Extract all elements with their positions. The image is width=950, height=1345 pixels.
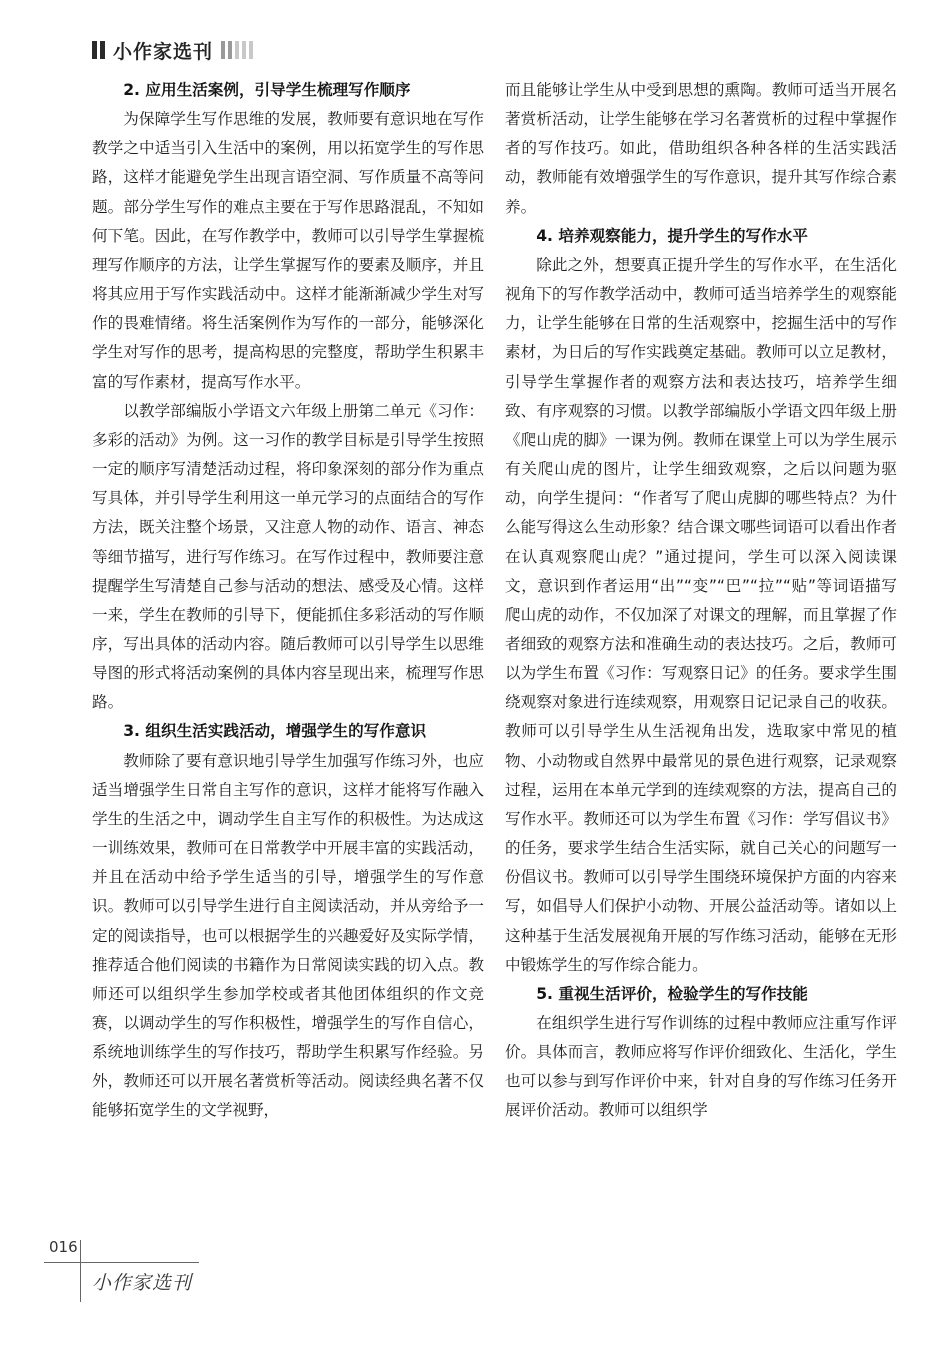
body-paragraph: 而且能够让学生从中受到思想的熏陶。教师可适当开展名著赏析活动，让学生能够在学习名著赏析的过程中掌握作者的写作技巧。如此，借助组织各种各样的生活实践活动，教师能有效增强学生的写作意识，提升其写作综合素养。 xyxy=(505,81,897,216)
body-paragraph: 教师除了要有意识地引导学生加强写作练习外，也应适当增强学生日常自主写作的意识，这样才能将写作融入学生的生活之中，调动学生自主写作的积极性。为达成这一训练效果，教师可在日常教学中开展丰富的实践活动，并且在活动中给予学生适当的引导，增强学生的写作意识。教师可以引导学生进行自主阅读活动，并从旁给予一定的阅读指导，也可以根据学生的兴趣爱好及实际学情，推荐适合他们阅读的书籍作为日常阅读实践的切入点。教师还可以组织学生参加学校或者其他团体组织的作文竞赛，以调动学生的写作积极性，增强学生的写作自信心，系统地训练学生的写作技巧，帮助学生积累写作经验。另外，教师还可以开展名著赏析等活动。阅读经典名著不仅能够拓宽学生的文学视野， xyxy=(92,751,484,1120)
footer-rule-vertical xyxy=(80,1240,81,1302)
header-bars-icon xyxy=(92,41,105,59)
header-gradient-bars-icon xyxy=(221,41,253,59)
section-heading: 3. 组织生活实践活动，增强学生的写作意识 xyxy=(123,722,427,741)
footer-rule-horizontal xyxy=(44,1262,199,1263)
body-paragraph: 为保障学生写作思维的发展，教师要有意识地在写作教学之中适当引入生活中的案例，用以拓宽学生的写作思路，这样才能避免学生出现言语空洞、写作质量不高等问题。部分学生写作的难点主要在于写作思路混乱，不知如何下笔。因此，在写作教学中，教师可以引导学生掌握梳理写作顺序的方法，让学生掌握写作的要素及顺序，并且将其应用于写作实践活动中。这样才能渐渐减少学生对写作的畏难情绪。将生活案例作为写作的一部分，能够深化学生对写作的思考，提高构思的完整度，帮助学生积累丰富的写作素材，提高写作水平。 xyxy=(92,110,484,391)
right-column xyxy=(505,76,897,1126)
section-heading: 5. 重视生活评价，检验学生的写作技能 xyxy=(536,984,808,1003)
running-header xyxy=(92,36,253,64)
body-paragraph: 除此之外，想要真正提升学生的写作水平，在生活化视角下的写作教学活动中，教师可适当培养学生的观察能力，让学生能够在日常的生活观察中，挖掘生活中的写作素材，为日后的写作实践奠定基础。教师可以立足教材，引导学生掌握作者的观察方法和表达技巧，培养学生细致、有序观察的习惯。以教学部编版小学语文四年级上册《爬山虎的脚》一课为例。教师在课堂上可以为学生展示有关爬山虎的图片，让学生细致观察，之后以问题为驱动，向学生提问：“作者写了爬山虎脚的哪些特点？为什么能写得这么生动形象？结合课文哪些词语可以看出作者在认真观察爬山虎？”通过提问，学生可以深入阅读课文，意识到作者运用“出”“变”“巴”“拉”“贴”等词语描写爬山虎的动作，不仅加深了对课文的理解，而且掌握了作者细致的观察方法和准确生动的表达技巧。之后，教师可以为学生布置《习作：写观察日记》的任务。要求学生围绕观察对象进行连续观察，用观察日记记录自己的收获。教师可以引导学生从生活视角出发，选取家中常见的植物、小动物或自然界中最常见的景色进行观察，记录观察过程，运用在本单元学到的连续观察的方法，提高自己的写作水平。教师还可以为学生布置《习作：学写倡议书》的任务，要求学生结合生活实际，就自己关心的问题写一份倡议书。教师可以引导学生围绕环境保护方面的内容来写，如倡导人们保护小动物、开展公益活动等。诸如以上这种基于生活发展视角开展的写作练习活动，能够在无形中锻炼学生的写作综合能力。 xyxy=(505,255,897,974)
journal-title: 小作家选刊 xyxy=(113,40,214,63)
footer-logo: 小作家选刊 xyxy=(92,1272,193,1294)
section-heading: 4. 培养观察能力，提升学生的写作水平 xyxy=(536,226,808,245)
left-column xyxy=(92,76,484,1126)
section-heading: 2. 应用生活案例，引导学生梳理写作顺序 xyxy=(123,81,411,99)
page-number: 016 xyxy=(49,1238,78,1256)
body-paragraph: 在组织学生进行写作训练的过程中教师应注重写作评价。具体而言，教师应将写作评价细致化、生活化，学生也可以参与到写作评价中来，针对自身的写作练习任务开展评价活动。教师可以组织学 xyxy=(505,1014,897,1120)
body-paragraph: 以教学部编版小学语文六年级上册第二单元《习作：多彩的活动》为例。这一习作的教学目标是引导学生按照一定的顺序写清楚活动过程，将印象深刻的部分作为重点写具体，并引导学生利用这一单元学习的点面结合的写作方法，既关注整个场景，又注意人物的动作、语言、神态等细节描写，进行写作练习。在写作过程中，教师要注意提醒学生写清楚自己参与活动的想法、感受及心情。这样一来，学生在教师的引导下，便能抓住多彩活动的写作顺序，写出具体的活动内容。随后教师可以引导学生以思维导图的形式将活动案例的具体内容呈现出来，梳理写作思路。 xyxy=(92,401,484,712)
